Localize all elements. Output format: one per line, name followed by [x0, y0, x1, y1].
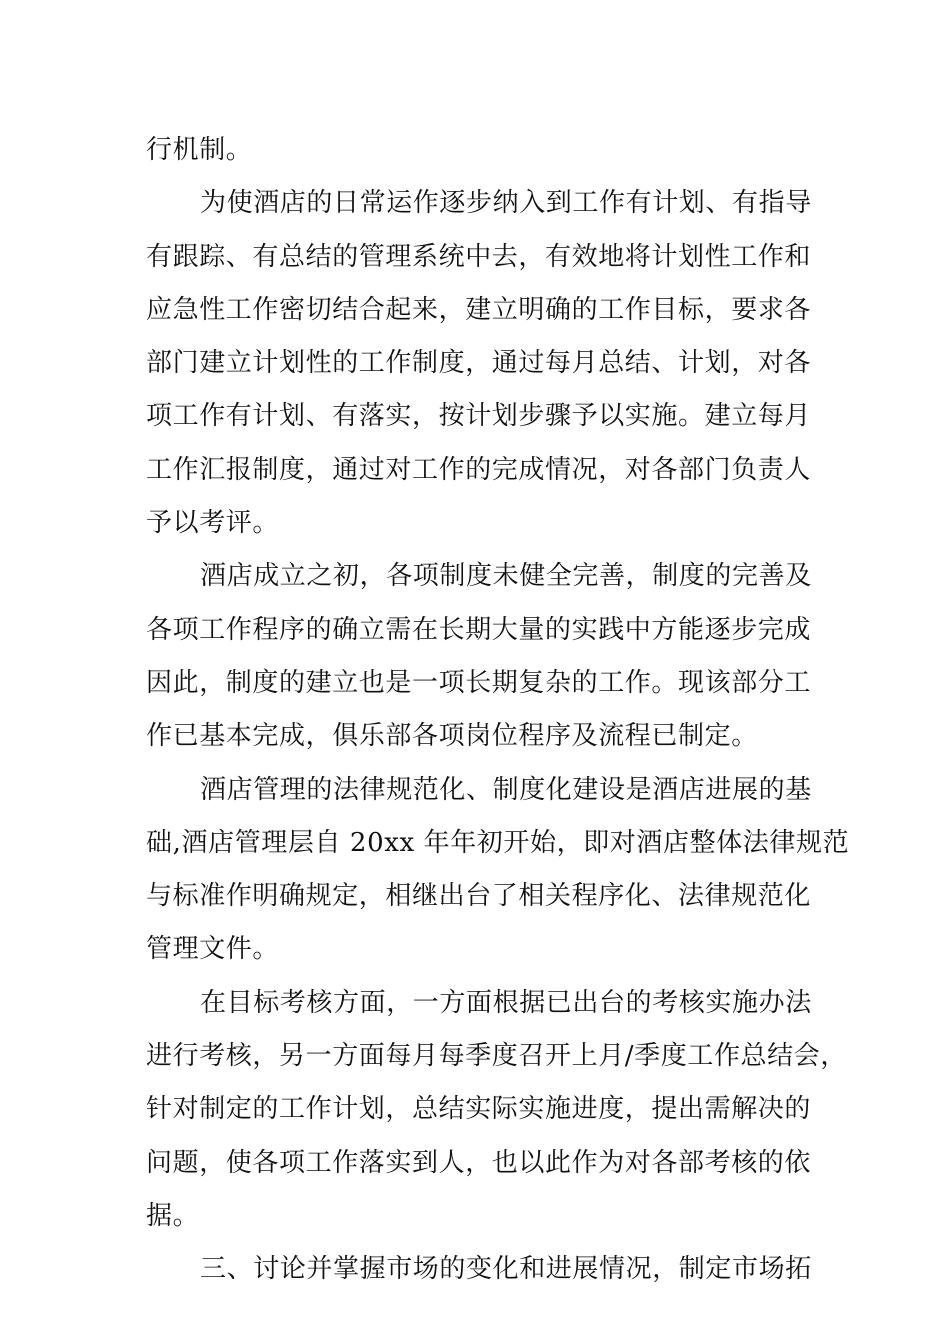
text-line: 进行考核，另一方面每月每季度召开上月/季度工作总结会，: [146, 1041, 847, 1072]
text-line: 有跟踪、有总结的管理系统中去，有效地将计划性工作和: [146, 241, 812, 272]
text-line: 应急性工作密切结合起来，建立明确的工作目标，要求各: [146, 294, 812, 325]
text-line: 部门建立计划性的工作制度，通过每月总结、计划，对各: [146, 348, 812, 379]
text-line: 与标准作明确规定，相继出台了相关程序化、法律规范化: [146, 881, 812, 912]
text-line: 行机制。: [146, 135, 253, 165]
text-line: 作已基本完成，俱乐部各项岗位程序及流程已制定。: [146, 721, 758, 752]
text-line: 针对制定的工作计划，总结实际实施进度，提出需解决的: [146, 1094, 812, 1125]
text-line: 各项工作程序的确立需在长期大量的实践中方能逐步完成: [146, 614, 812, 645]
text-line: 因此，制度的建立也是一项长期复杂的工作。现该部分工: [146, 667, 812, 698]
text-line: 项工作有计划、有落实，按计划步骤予以实施。建立每月: [146, 401, 812, 432]
body-text: [146, 124, 850, 1297]
text-line: 在目标考核方面，一方面根据已出台的考核实施办法: [200, 987, 812, 1018]
text-line: 酒店成立之初，各项制度未健全完善，制度的完善及: [200, 561, 812, 592]
text-line: 为使酒店的日常运作逐步纳入到工作有计划、有指导: [200, 188, 812, 219]
text-line: 管理文件。: [146, 934, 280, 965]
text-line: 工作汇报制度，通过对工作的完成情况，对各部门负责人: [146, 454, 812, 485]
text-line: 础,酒店管理层自 20xx 年年初开始，即对酒店整体法律规范: [146, 827, 850, 858]
text-line: 三、讨论并掌握市场的变化和进展情况，制定市场拓: [200, 1254, 812, 1285]
text-line: 予以考评。: [146, 508, 280, 539]
text-line: 问题，使各项工作落实到人，也以此作为对各部考核的依: [146, 1147, 812, 1178]
text-line: 据。: [146, 1200, 200, 1231]
text-line: 酒店管理的法律规范化、制度化建设是酒店进展的基: [200, 774, 812, 805]
